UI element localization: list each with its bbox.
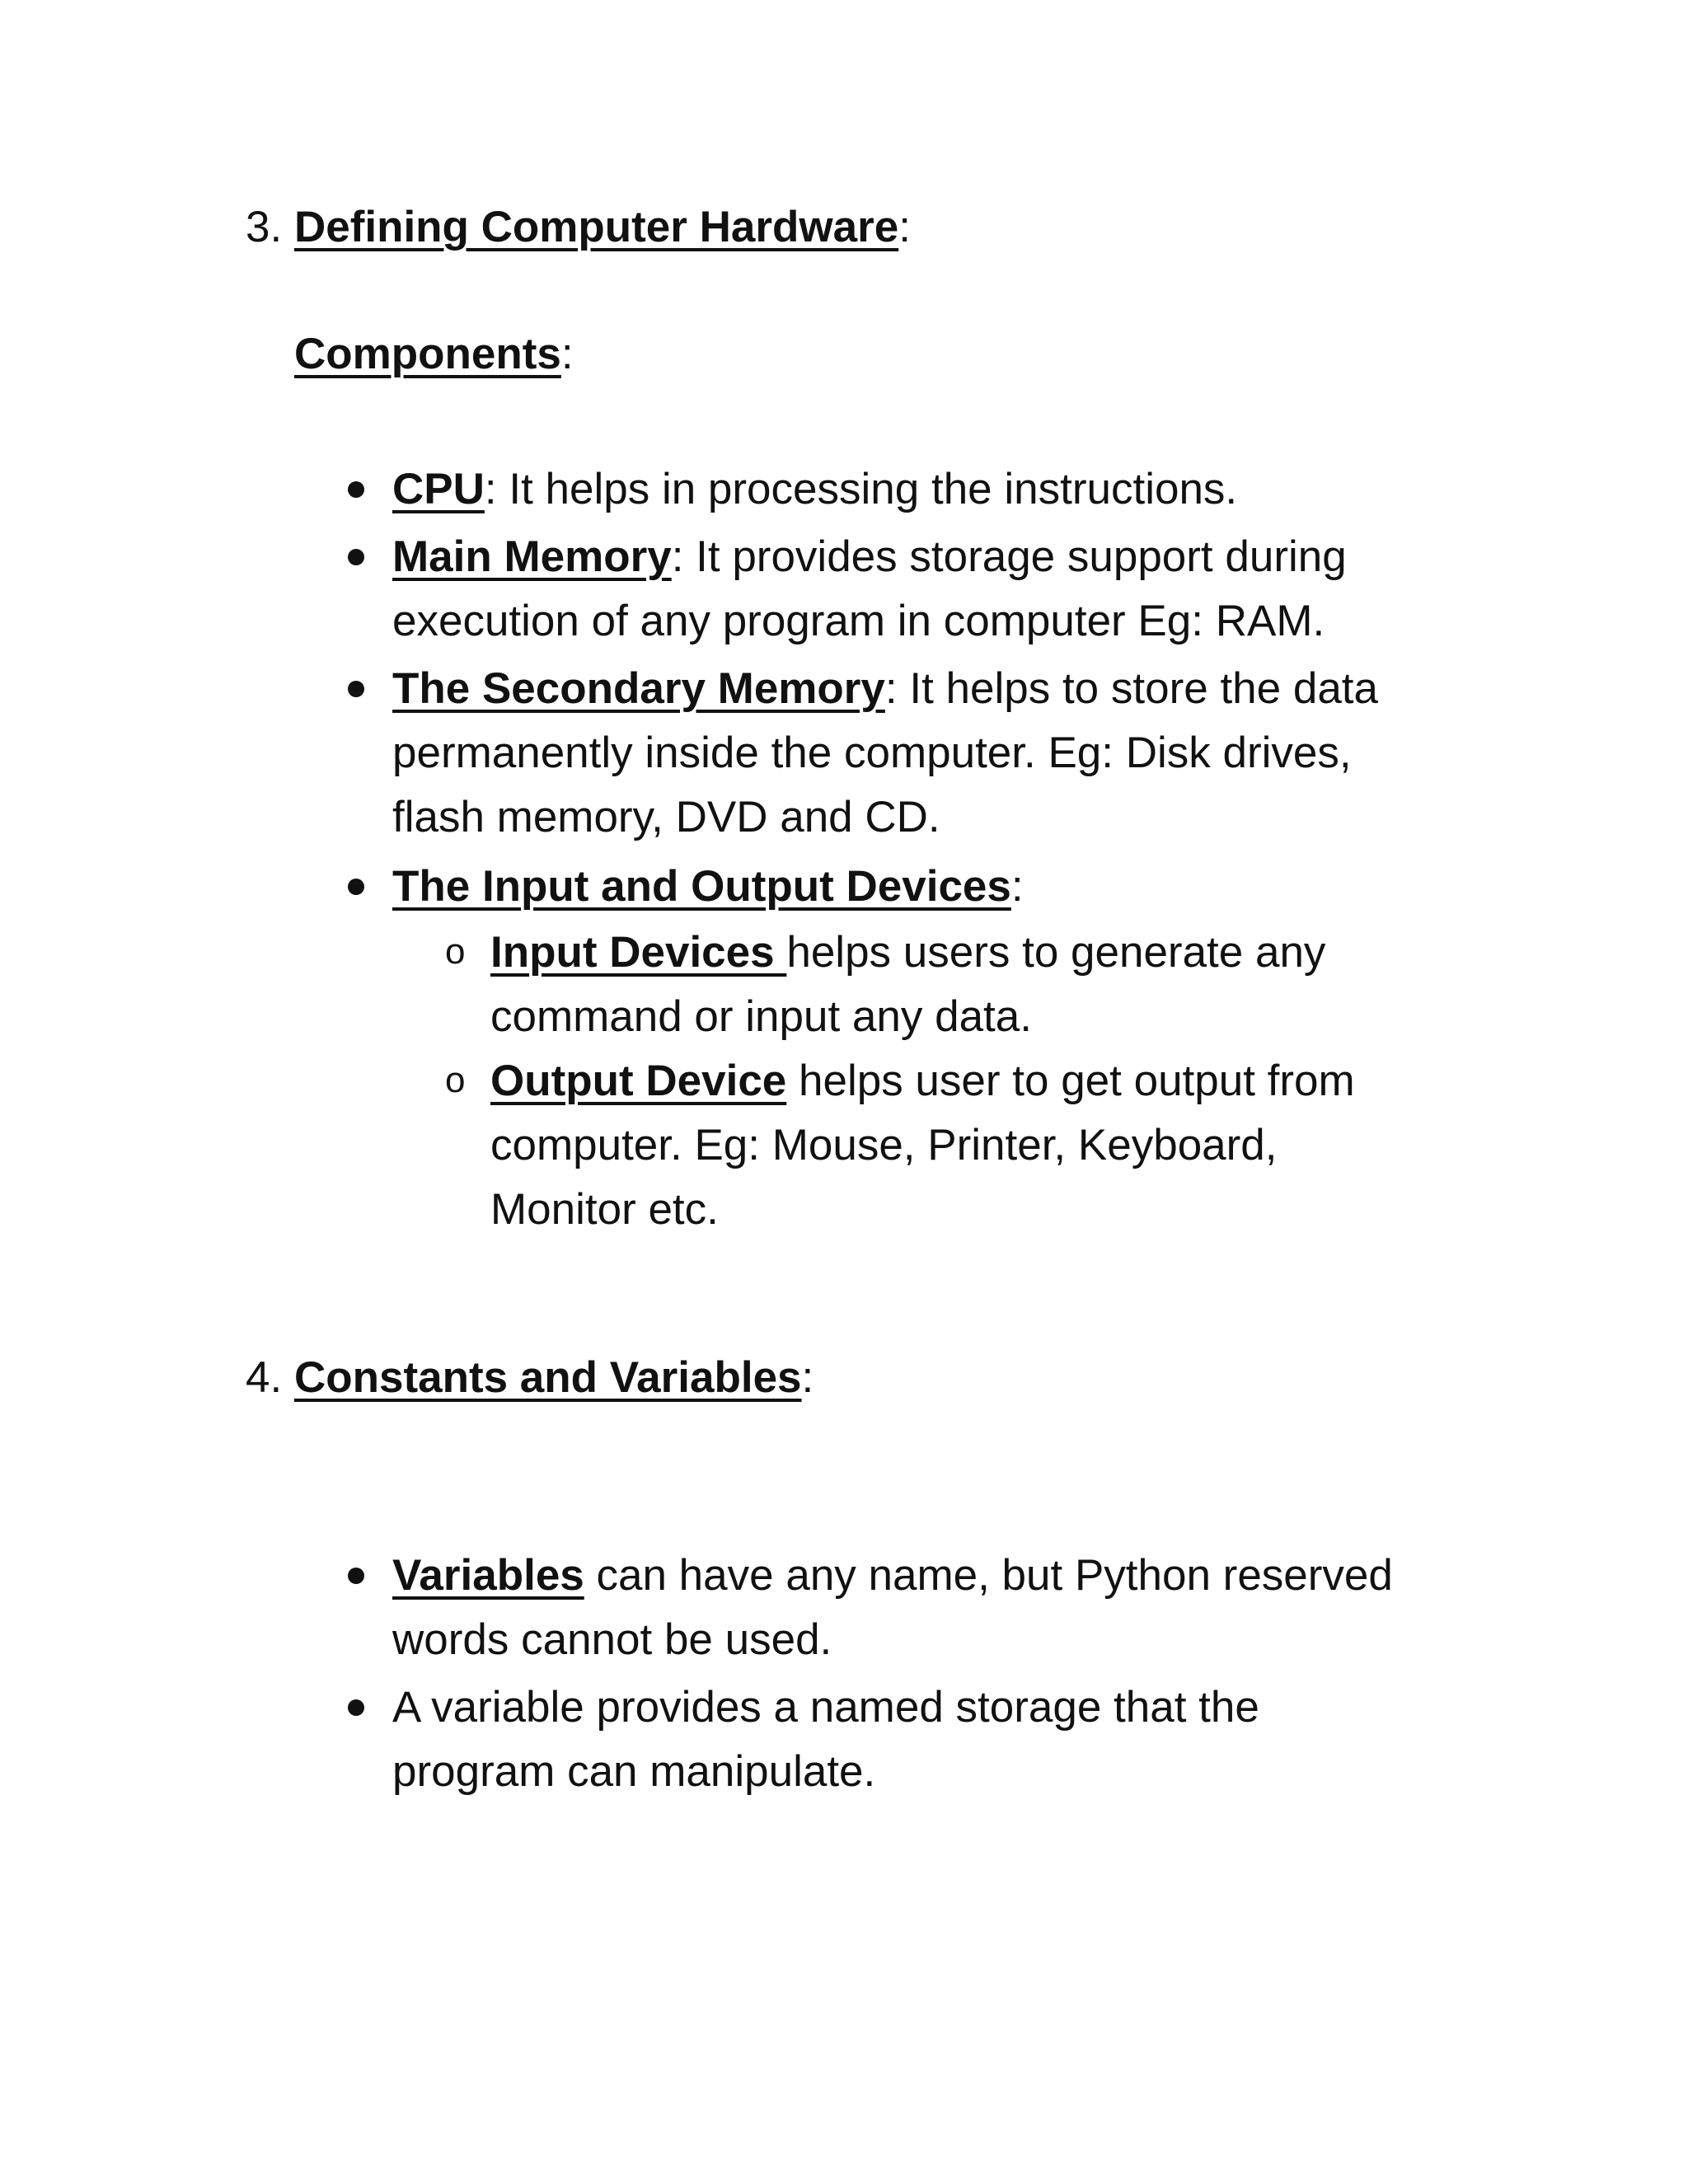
list-item-cpu — [392, 463, 1237, 516]
list-item-named-storage: A variable provides a named storage that the — [392, 1683, 1259, 1732]
section-4-title: Constants and Variables — [293, 1353, 802, 1402]
output-device-term: Output Device — [490, 1057, 787, 1105]
input-devices-term: Input Devices — [490, 928, 787, 977]
bullet-icon — [348, 681, 364, 697]
section-4-colon: : — [801, 1353, 814, 1402]
circle-bullet-icon: o — [445, 931, 466, 972]
bullet-icon — [348, 549, 364, 565]
bullet-icon — [348, 1568, 364, 1584]
output-device-continuation-1: computer. Eg: Mouse, Printer, Keyboard, — [490, 1121, 1278, 1169]
main-memory-text: : It provides storage support during — [671, 532, 1347, 581]
variables-term: Variables — [392, 1551, 584, 1600]
output-device-text: helps user to get output from — [786, 1057, 1355, 1105]
subitem-output-device — [490, 1055, 1355, 1108]
secondary-memory-term: The Secondary Memory — [392, 664, 885, 713]
section-4-heading — [246, 1352, 814, 1404]
secondary-memory-text: : It helps to store the data — [884, 664, 1378, 713]
input-devices-continuation: command or input any data. — [490, 992, 1032, 1041]
named-storage-continuation: program can manipulate. — [392, 1747, 876, 1796]
bullet-icon — [348, 481, 364, 498]
components-colon: : — [560, 330, 574, 378]
bullet-icon — [348, 1699, 364, 1716]
variables-continuation: words cannot be used. — [392, 1615, 832, 1664]
circle-bullet-icon: o — [445, 1060, 466, 1100]
components-label: Components — [294, 330, 561, 378]
list-item-variables — [392, 1549, 1393, 1602]
components-subheading — [294, 328, 574, 381]
io-devices-colon: : — [1010, 862, 1024, 911]
section-4-number: 4. — [246, 1353, 283, 1402]
subitem-input-devices — [490, 926, 1325, 979]
input-devices-text: helps users to generate any — [786, 928, 1326, 977]
list-item-main-memory — [392, 531, 1347, 583]
io-devices-term: The Input and Output Devices — [392, 862, 1011, 911]
section-3-colon: : — [898, 203, 911, 251]
secondary-memory-continuation-2: flash memory, DVD and CD. — [392, 793, 940, 841]
cpu-text: : It helps in processing the instructions. — [484, 465, 1238, 513]
main-memory-continuation: execution of any program in computer Eg: RAM. — [392, 597, 1325, 645]
variables-text: can have any name, but Python reserved — [584, 1551, 1393, 1600]
list-item-io-devices — [392, 860, 1024, 913]
bullet-icon — [348, 879, 364, 895]
section-3-title: Defining Computer Hardware — [293, 203, 899, 251]
output-device-continuation-2: Monitor etc. — [490, 1185, 719, 1234]
list-item-secondary-memory — [392, 663, 1378, 715]
cpu-term: CPU — [392, 465, 485, 513]
section-3-heading — [246, 201, 911, 254]
secondary-memory-continuation-1: permanently inside the computer. Eg: Disk drives, — [392, 729, 1352, 777]
main-memory-term: Main Memory — [392, 532, 672, 581]
section-3-number: 3. — [246, 203, 283, 251]
